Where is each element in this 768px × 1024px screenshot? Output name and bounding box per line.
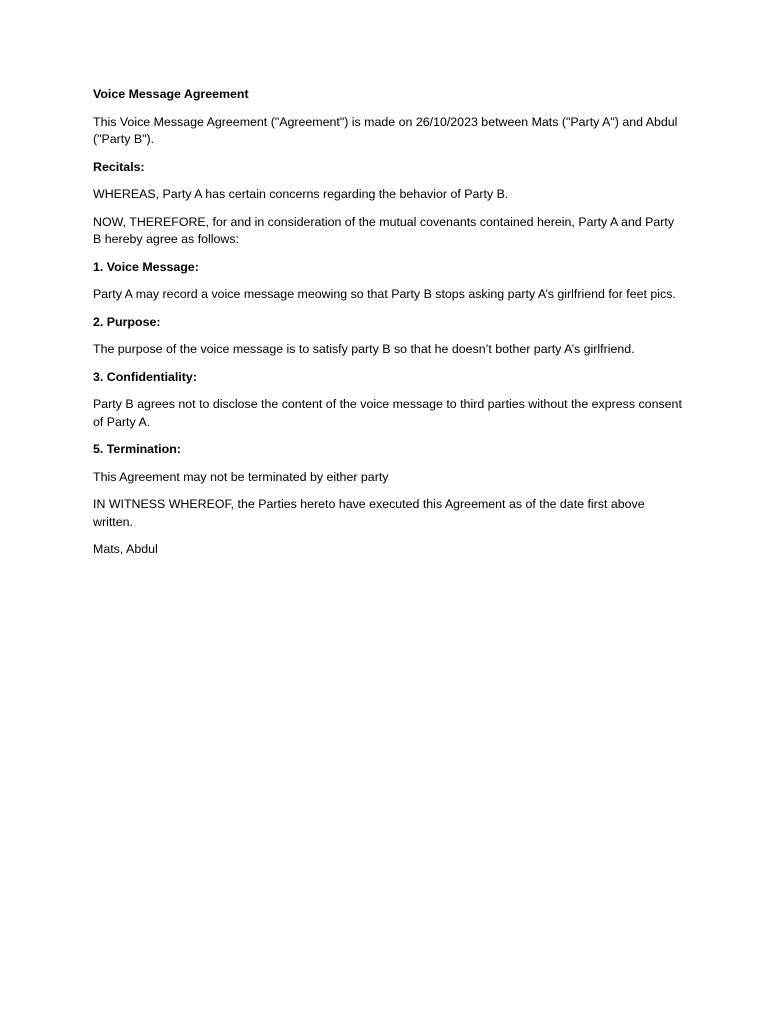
whereas-paragraph: WHEREAS, Party A has certain concerns regarding the behavior of Party B. — [93, 187, 509, 201]
section-heading-voice-message: 1. Voice Message: — [93, 259, 199, 274]
section-body-termination: This Agreement may not be terminated by either party — [93, 469, 389, 484]
now-therefore-paragraph: NOW, THEREFORE, for and in consideration of the mutual covenants contained herein, Party A and Party B hereby agree as follows: — [93, 214, 675, 246]
intro-paragraph: This Voice Message Agreement ("Agreement") is made on 26/10/2023 between Mats ("Party A") and Abdul ("Party B"). — [93, 114, 678, 146]
section-heading-confidentiality: 3. Confidentiality: — [93, 369, 197, 384]
section-body-purpose: The purpose of the voice message is to satisfy party B so that he doesn’t bother party A’s girlfriend. — [93, 342, 635, 356]
section-heading-termination: 5. Termination: — [93, 442, 181, 456]
section-heading-purpose: 2. Purpose: — [93, 314, 161, 329]
witness-paragraph: IN WITNESS WHEREOF, the Parties hereto have executed this Agreement as of the date first above written. — [93, 497, 645, 529]
signatures-line: Mats, Abdul — [93, 542, 158, 556]
recitals-heading: Recitals: — [93, 159, 145, 174]
document-title: Voice Message Agreement — [93, 87, 249, 101]
section-body-voice-message: Party A may record a voice message meowing so that Party B stops asking party A’s girlfriend for feet pics. — [93, 287, 676, 301]
document-page — [93, 86, 683, 569]
section-body-confidentiality: Party B agrees not to disclose the content of the voice message to third parties without the express consent of Party A. — [93, 397, 682, 429]
